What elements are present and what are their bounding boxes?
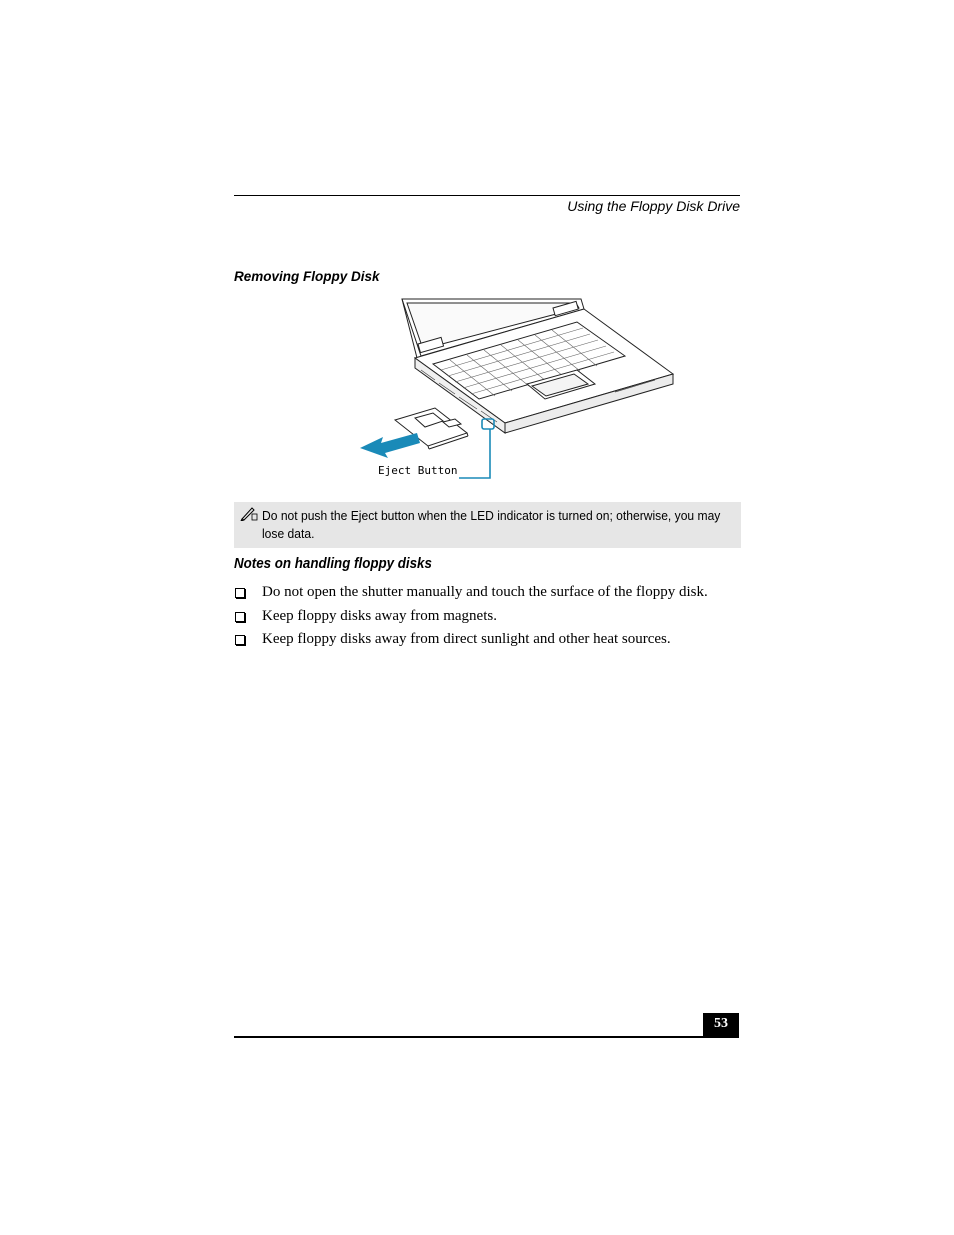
checkbox-bullet-icon [235,612,245,622]
pencil-note-icon [240,505,258,521]
note-text: Do not push the Eject button when the LED indicator is turned on; otherwise, you may lose data. [262,508,721,541]
list-item [234,608,708,632]
list-item-text: Keep floppy disks away from direct sunlight and other heat sources. [262,631,671,647]
notes-subheading: Notes on handling floppy disks [234,556,432,572]
note-box [234,502,741,548]
checkbox-bullet-icon [235,635,245,645]
section-title: Removing Floppy Disk [234,269,380,284]
list-item-text: Keep floppy disks away from magnets. [262,607,497,624]
list-item [234,584,708,608]
checkbox-bullet-icon [235,588,245,598]
laptop-floppy-illustration [355,296,685,486]
list-item [234,631,708,655]
header-rule [234,195,740,196]
running-header: Using the Floppy Disk Drive [567,198,740,214]
list-item-text: Do not open the shutter manually and touch the surface of the floppy disk. [262,584,708,600]
page-number: 53 [703,1013,739,1037]
footer-rule [234,1036,739,1038]
notes-list [234,584,708,655]
eject-button-callout: Eject Button [378,464,458,477]
